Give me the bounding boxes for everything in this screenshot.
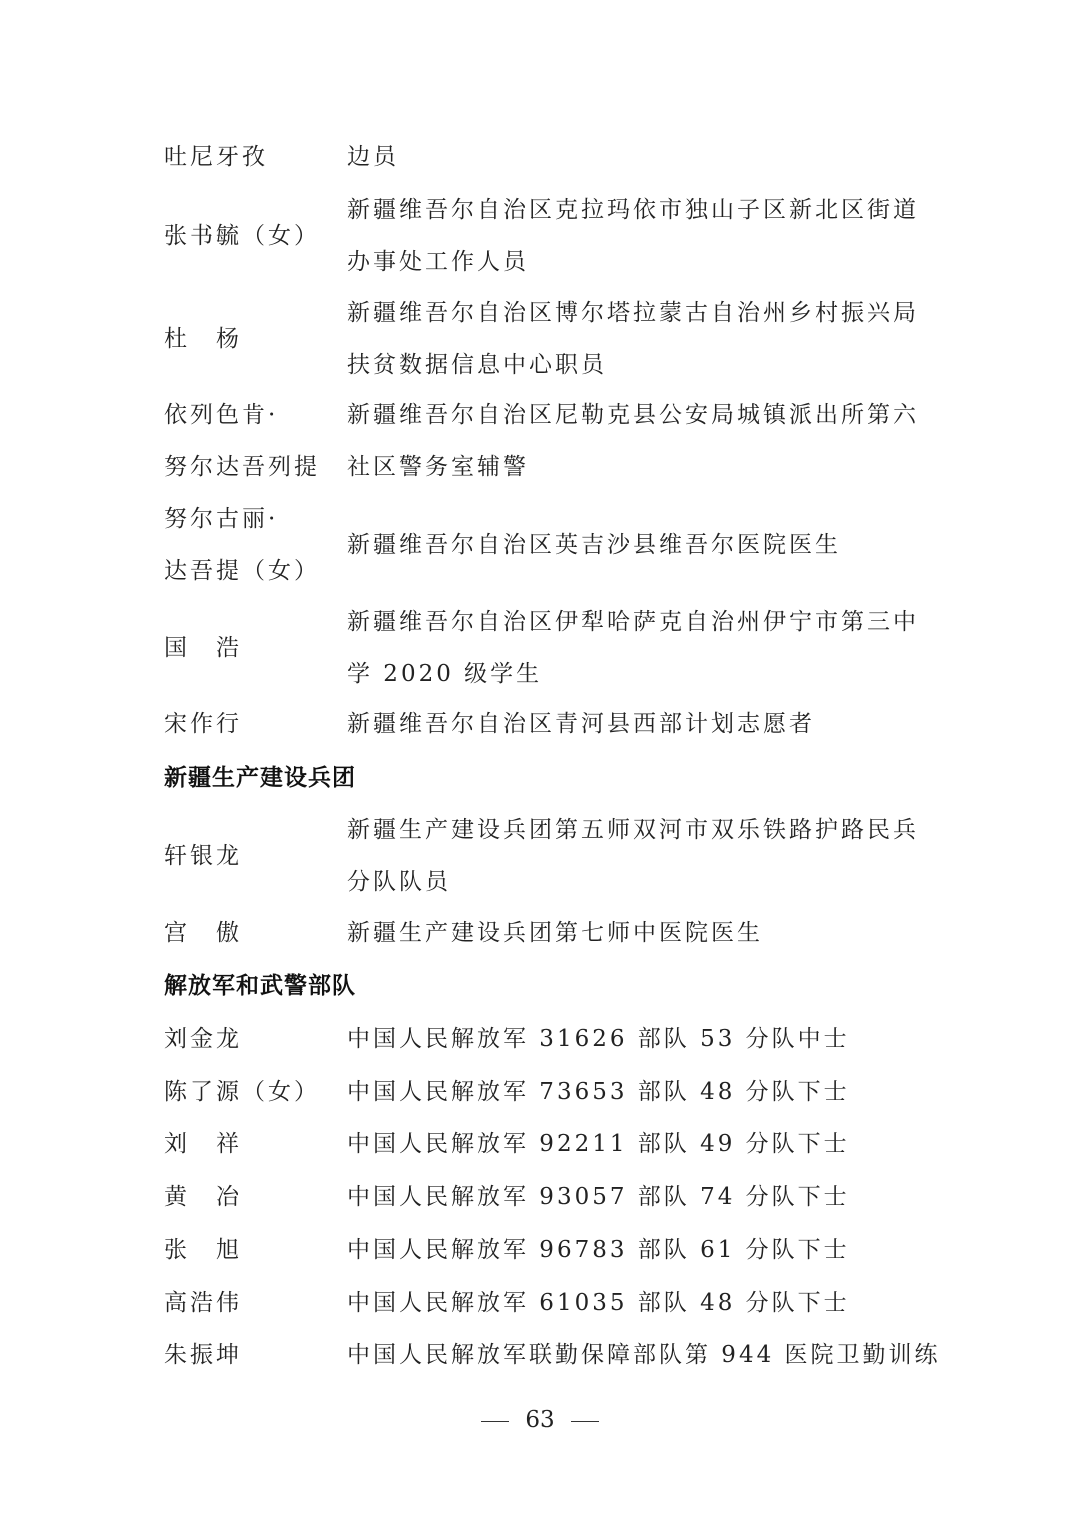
person-name: 依列色肯· 努尔达吾列提	[164, 402, 320, 480]
person-description: 中国人民解放军 61035 部队 48 分队下士	[347, 1290, 850, 1316]
section-heading: 解放军和武警部队	[164, 973, 356, 999]
person-name: 国 浩	[164, 635, 242, 661]
person-name: 张 旭	[164, 1237, 242, 1263]
person-name: 张书毓（女）	[164, 223, 320, 249]
person-name: 刘 祥	[164, 1131, 242, 1157]
footer-dash-right	[571, 1421, 599, 1422]
person-name: 刘金龙	[164, 1026, 242, 1052]
section-heading: 新疆生产建设兵团	[164, 765, 356, 791]
person-description: 新疆维吾尔自治区英吉沙县维吾尔医院医生	[347, 532, 841, 558]
person-name: 宫 傲	[164, 920, 242, 946]
person-description: 新疆维吾尔自治区博尔塔拉蒙古自治州乡村振兴局 扶贫数据信息中心职员	[347, 300, 919, 378]
person-name: 宋作行	[164, 711, 242, 737]
person-description: 中国人民解放军 73653 部队 48 分队下士	[347, 1079, 850, 1105]
person-description: 新疆维吾尔自治区尼勒克县公安局城镇派出所第六 社区警务室辅警	[347, 402, 919, 480]
person-description: 中国人民解放军 31626 部队 53 分队中士	[347, 1026, 850, 1052]
person-description: 新疆维吾尔自治区克拉玛依市独山子区新北区街道 办事处工作人员	[347, 197, 919, 275]
person-description: 中国人民解放军联勤保障部队第 944 医院卫勤训练	[347, 1342, 941, 1368]
person-name: 吐尼牙孜	[164, 144, 268, 170]
person-description: 新疆生产建设兵团第七师中医院医生	[347, 920, 763, 946]
person-description: 新疆维吾尔自治区伊犁哈萨克自治州伊宁市第三中 学 2020 级学生	[347, 609, 919, 687]
person-description: 中国人民解放军 93057 部队 74 分队下士	[347, 1184, 850, 1210]
person-name: 轩银龙	[164, 843, 242, 869]
page-footer	[0, 1400, 1080, 1440]
footer-dash-left	[481, 1421, 509, 1422]
person-description: 中国人民解放军 92211 部队 49 分队下士	[347, 1131, 850, 1157]
page-number: 63	[525, 1407, 555, 1433]
person-description: 中国人民解放军 96783 部队 61 分队下士	[347, 1237, 850, 1263]
person-name: 杜 杨	[164, 326, 242, 352]
person-description: 边员	[347, 144, 399, 170]
person-name: 高浩伟	[164, 1290, 242, 1316]
person-name: 陈了源（女）	[164, 1079, 320, 1105]
person-name: 黄 冶	[164, 1184, 242, 1210]
person-description: 新疆维吾尔自治区青河县西部计划志愿者	[347, 711, 815, 737]
person-description: 新疆生产建设兵团第五师双河市双乐铁路护路民兵 分队队员	[347, 817, 919, 895]
person-name: 努尔古丽· 达吾提（女）	[164, 506, 320, 584]
person-name: 朱振坤	[164, 1342, 242, 1368]
